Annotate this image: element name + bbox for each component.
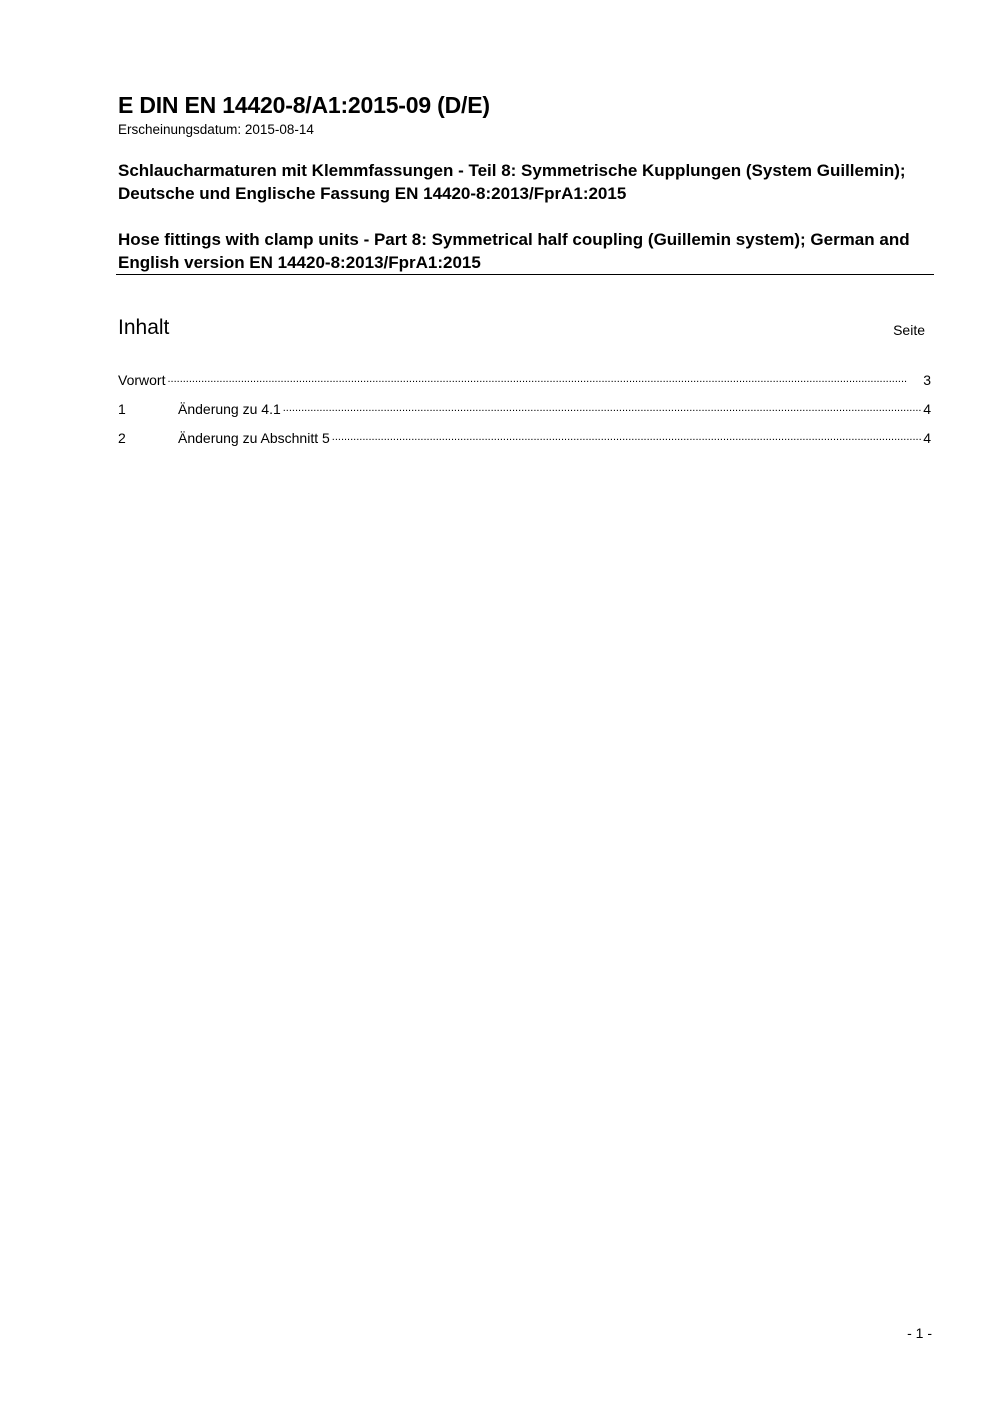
toc-entry-page: 3 [923, 372, 931, 388]
title-german: Schlaucharmaturen mit Klemmfassungen - Teil 8: Symmetrische Kupplungen (System Guillemin); Deutsche und Englische Fassung EN 14420-8:2013/FprA1:2015 [118, 161, 906, 203]
toc-entry-page: 4 [923, 430, 931, 446]
toc-entry-title: Änderung zu Abschnitt 5 [178, 430, 330, 446]
toc-entry-title: Änderung zu 4.1 [178, 401, 281, 417]
toc-entry-2[interactable] [118, 429, 931, 458]
toc-entry-number: 2 [118, 430, 126, 446]
footer-page-number: - 1 - [907, 1325, 932, 1341]
toc-entry-1[interactable] [118, 400, 931, 429]
toc-dot-leader [283, 400, 921, 414]
toc-entry-page: 4 [923, 401, 931, 417]
toc-entry-number: 1 [118, 401, 126, 417]
toc-dot-leader [332, 429, 921, 443]
toc-entry-vorwort[interactable] [118, 371, 931, 400]
publication-date: Erscheinungsdatum: 2015-08-14 [118, 122, 314, 137]
document-id: E DIN EN 14420-8/A1:2015-09 (D/E) [118, 92, 490, 118]
title-divider [116, 274, 934, 275]
toc-entry-title: Vorwort [118, 372, 166, 388]
title-english: Hose fittings with clamp units - Part 8: Symmetrical half coupling (Guillemin system); German and English version EN 14420-8:2013/FprA1:2015 [118, 230, 910, 272]
toc-heading: Inhalt [118, 316, 170, 339]
table-of-contents [118, 371, 931, 458]
toc-dot-leader [167, 371, 921, 385]
toc-page-column-label: Seite [893, 322, 925, 338]
